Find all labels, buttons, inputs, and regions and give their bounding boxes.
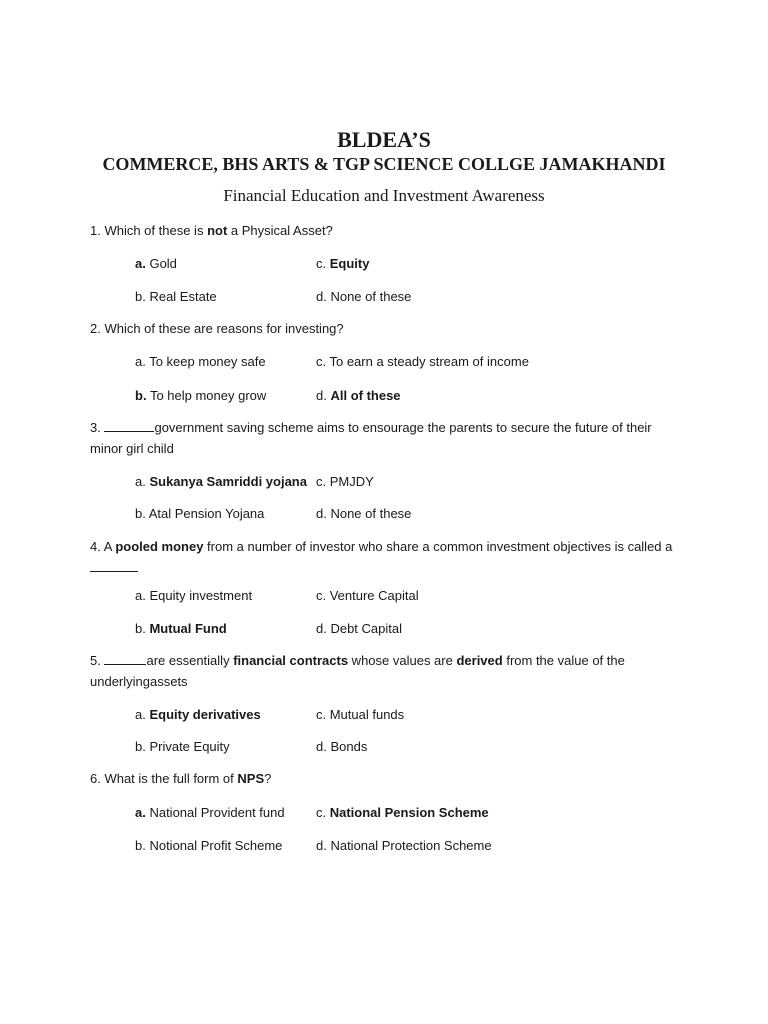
question-5: 5. are essentially financial contracts whose values are derived from the value of the <box>90 653 625 668</box>
org-title: BLDEA’S <box>337 127 431 152</box>
college-title: COMMERCE, BHS ARTS & TGP SCIENCE COLLGE JAMAKHANDI <box>102 154 666 174</box>
q1-option-a: a. Gold <box>135 256 177 271</box>
q2-option-a: a. To keep money safe <box>135 354 266 369</box>
question-2: 2. Which of these are reasons for investing? <box>90 321 344 336</box>
q4-option-d: d. Debt Capital <box>316 621 402 636</box>
q2-option-d: d. All of these <box>316 388 401 403</box>
question-6: 6. What is the full form of NPS? <box>90 771 272 786</box>
q3-option-c: c. PMJDY <box>316 474 374 489</box>
q6-option-d: d. National Protection Scheme <box>316 838 492 853</box>
q4-option-c: c. Venture Capital <box>316 588 419 603</box>
question-1: 1. Which of these is not a Physical Asset? <box>90 223 333 238</box>
question-5-line-2: underlyingassets <box>90 674 188 689</box>
q4-option-a: a. Equity investment <box>135 588 253 603</box>
question-3-line-2: minor girl child <box>90 441 174 456</box>
q3-option-d: d. None of these <box>316 506 412 521</box>
answer-blank <box>104 652 146 665</box>
question-4-line-2 <box>90 559 138 576</box>
subject-title: Financial Education and Investment Awareness <box>223 186 545 205</box>
q5-option-b: b. Private Equity <box>135 739 230 754</box>
q1-option-b: b. Real Estate <box>135 289 217 304</box>
q5-option-a: a. Equity derivatives <box>135 707 261 722</box>
q6-option-c: c. National Pension Scheme <box>316 805 489 820</box>
q6-option-a: a. National Provident fund <box>135 805 285 820</box>
q6-option-b: b. Notional Profit Scheme <box>135 838 283 853</box>
q3-option-b: b. Atal Pension Yojana <box>135 506 265 521</box>
q4-option-b: b. Mutual Fund <box>135 621 227 636</box>
answer-blank <box>104 419 154 432</box>
q5-option-d: d. Bonds <box>316 739 368 754</box>
q3-option-a: a. Sukanya Samriddi yojana <box>135 474 307 489</box>
answer-blank <box>90 559 138 572</box>
q1-option-d: d. None of these <box>316 289 412 304</box>
q2-option-b: b. To help money grow <box>135 388 267 403</box>
q1-option-c: c. Equity <box>316 256 370 271</box>
question-3: 3. government saving scheme aims to ensourage the parents to secure the future of their <box>90 420 652 435</box>
q5-option-c: c. Mutual funds <box>316 707 405 722</box>
q2-option-c: c. To earn a steady stream of income <box>316 354 529 369</box>
question-4: 4. A pooled money from a number of investor who share a common investment objectives is called a <box>90 539 673 554</box>
